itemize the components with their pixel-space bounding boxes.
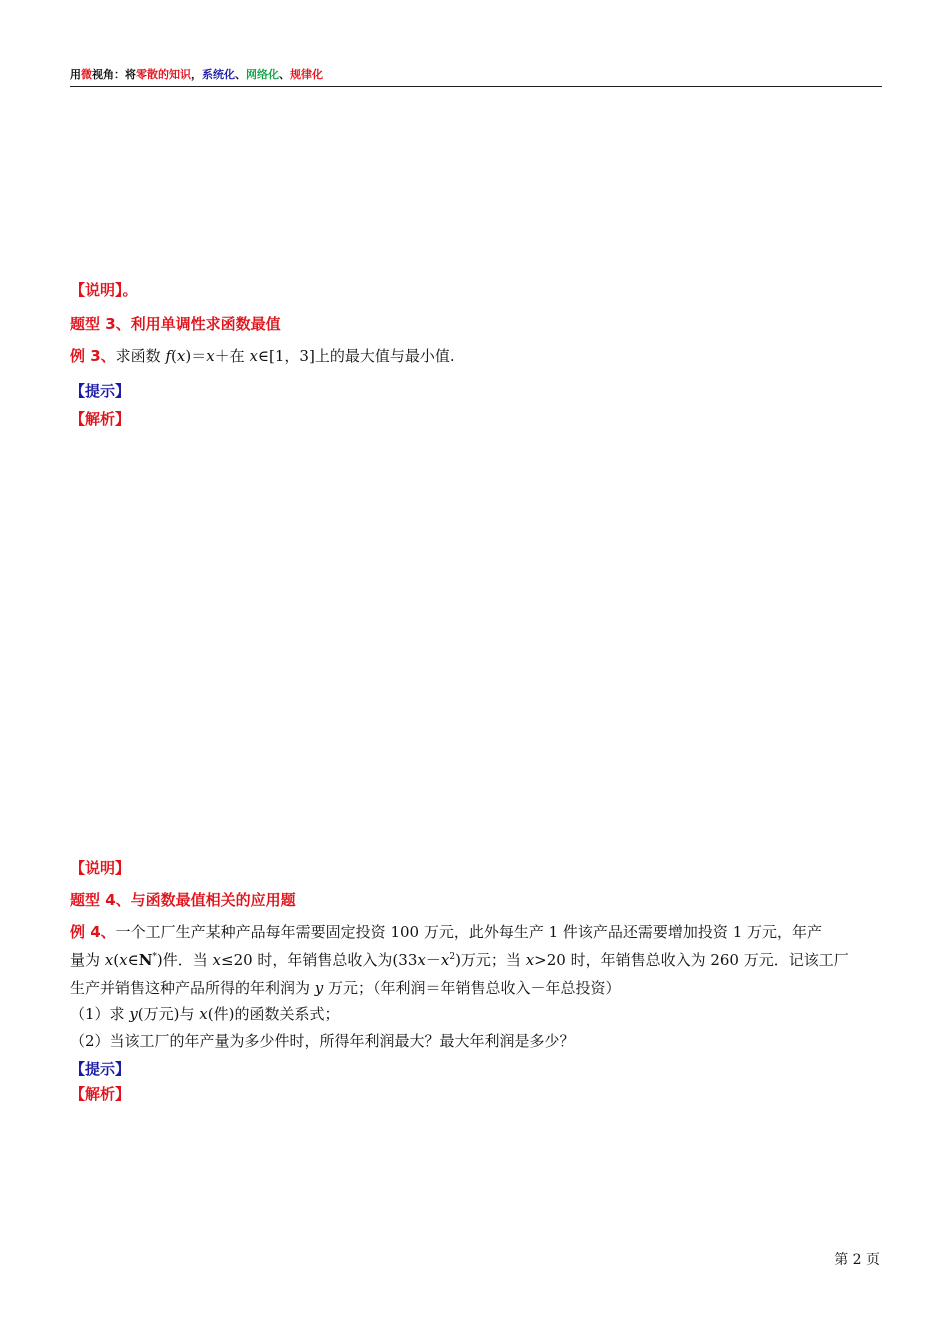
example-text: )件．当 [156,951,213,969]
question-text: (万元)与 [137,1005,200,1023]
example-4 [70,918,882,1002]
header-text: 、 [235,68,246,81]
math-var: x [176,347,186,365]
example-label: 例 4、 [70,923,116,941]
section-title: 题型 3、利用单调性求函数最值 [70,315,281,333]
math-var: x [525,951,535,969]
analysis-label: 【解析】 [70,1085,131,1103]
math-var: x [199,1005,208,1023]
math-var: y [314,979,324,997]
example-text: 万元；（年利润＝年销售总收入－年总投资） [323,979,621,997]
example-label: 例 3、 [70,347,116,365]
example-text: 一个工厂生产某种产品每年需要固定投资 100 万元，此外每生产 1 件该产品还需要增加投资 1 万元，年产 [115,923,823,941]
header-text: 系统化 [202,68,235,81]
question-text: （1）求 [70,1005,130,1023]
math-var: x [104,951,114,969]
math-var: x [440,951,450,969]
page-number: 第 2 页 [834,1252,880,1268]
example-text: － [425,951,441,969]
example-text: ≤20 时，年销售总收入为(33 [221,951,418,969]
example-text: >20 时，年销售总收入为 260 万元．记该工厂 [534,951,849,969]
header-text: 、 [279,68,290,81]
math-var: x [417,951,426,969]
header-text: 规律化 [290,68,323,81]
example-text: 生产并销售这种产品所得的年利润为 [70,979,315,997]
question-2: （2）当该工厂的年产量为多少件时，所得年利润最大？最大年利润是多少？ [70,1032,575,1050]
example-line [70,974,882,1002]
section-title: 题型 4、与函数最值相关的应用题 [70,891,296,909]
math-var: x [206,347,215,365]
header-text: 用 [70,68,81,81]
example-text: ∈[1，3]上的最大值与最小值. [257,347,455,365]
math-var: x [249,347,258,365]
header-text: ， [191,68,202,81]
example-text: ( [171,347,177,365]
page-header [70,66,882,87]
math-var: y [129,1005,138,1023]
question-text: (件)的函数关系式； [207,1005,340,1023]
math-var: f [165,347,172,365]
example-line [70,946,882,974]
math-var: x [212,951,221,969]
superscript: * [152,952,157,962]
note-label: 【说明】 [70,859,131,877]
note-label: 【说明】。 [70,281,138,299]
example-text: ( [113,951,120,969]
example-text: ＋在 [214,347,250,365]
question-1 [70,1003,339,1024]
example-text: ∈ [127,951,139,969]
hint-label: 【提示】 [70,1060,131,1078]
example-text: 量为 [70,951,105,969]
analysis-label: 【解析】 [70,410,131,428]
header-text: 视角：将 [92,68,136,81]
example-line [70,918,882,946]
example-3 [70,345,455,366]
header-text: 微 [81,68,92,81]
math-var: x [119,951,128,969]
math-set: N [138,951,153,969]
header-text: 网络化 [246,68,279,81]
superscript: 2 [449,952,456,962]
hint-label: 【提示】 [70,382,131,400]
example-text: 求函数 [115,347,166,365]
header-text: 零散的知识 [136,68,191,81]
example-text: )＝ [185,347,207,365]
example-text: )万元；当 [455,951,526,969]
